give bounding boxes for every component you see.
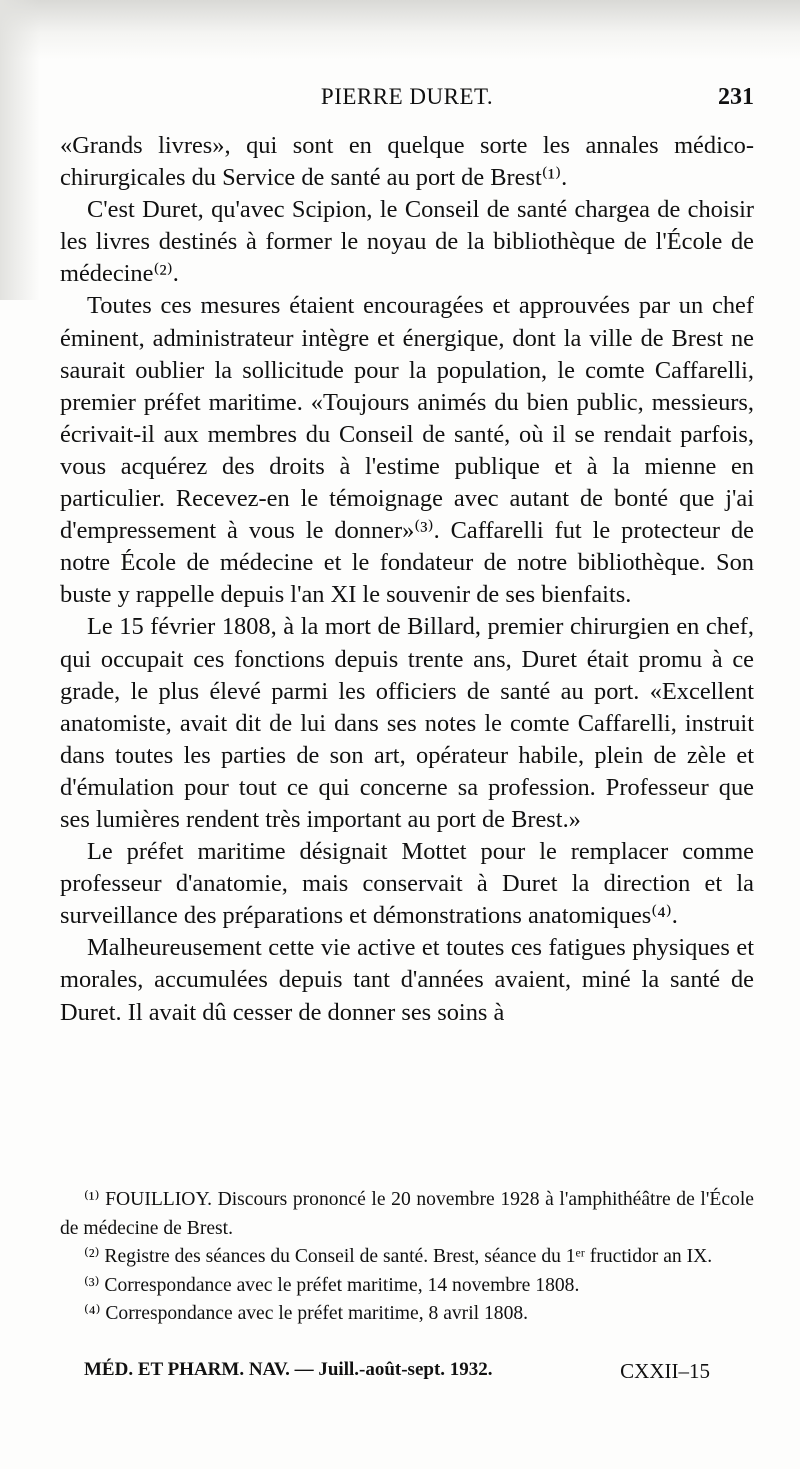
footnote-4: ⁽⁴⁾ Correspondance avec le préfet maritime, 8 avril 1808. [84, 1303, 529, 1324]
paragraph-2: C'est Duret, qu'avec Scipion, le Conseil de santé chargea de choisir les livres destinés à former le noyau de la bibliothèque de l'École de médecine⁽²⁾. [60, 196, 754, 288]
signature-mark: CXXII–15 [620, 1359, 710, 1383]
scan-edge-shading [0, 0, 800, 60]
page-footer [84, 1359, 710, 1389]
page-header [60, 84, 754, 116]
footnotes [60, 1186, 754, 1329]
paragraph-3: Toutes ces mesures étaient encouragées et approuvées par un chef éminent, administrateur intègre et énergique, dont la ville de Brest ne saurait oublier la sollicitude pour la population, le comte Caffarelli, premier préfet maritime. «Toujours animés du bien public, messieurs, écrivait-il aux membres du Conseil de santé, où il se rendait parfois, vous acquérez des droits à l'estime publique et à la mienne en particulier. Recevez-en le témoignage avec autant de bonté que j'ai d'empressement à vous le donner»⁽³⁾. Caffarelli fut le protecteur de notre École de médecine et le fondateur de notre bibliothèque. Son buste y rappelle depuis l'an XI le souvenir de ses bienfaits. [60, 292, 754, 609]
scan-left-shading [0, 0, 40, 300]
page-number: 231 [718, 84, 754, 110]
footnote-2: ⁽²⁾ Registre des séances du Conseil de santé. Brest, séance du 1ᵉʳ fructidor an IX. [84, 1246, 713, 1267]
body-text [60, 130, 754, 1029]
footnote-1: ⁽¹⁾ FOUILLIOY. Discours prononcé le 20 novembre 1928 à l'amphithéâtre de l'École de médecine de Brest. [60, 1189, 754, 1239]
journal-citation: MÉD. ET PHARM. NAV. — Juill.-août-sept. 1932. [84, 1359, 493, 1380]
paragraph-4: Le 15 février 1808, à la mort de Billard, premier chirurgien en chef, qui occupait ces fonctions depuis trente ans, Duret était promu à ce grade, le plus élevé parmi les officiers de santé au port. «Excellent anatomiste, avait dit de lui dans ses notes le comte Caffarelli, instruit dans toutes les parties de son art, opérateur habile, plein de zèle et d'émulation pour tout ce qui concerne sa profession. Professeur que ses lumières rendent très important au port de Brest.» [60, 613, 754, 833]
paragraph-1: «Grands livres», qui sont en quelque sorte les annales médico-chirurgicales du Service de santé au port de Brest⁽¹⁾. [60, 132, 754, 192]
footnote-3: ⁽³⁾ Correspondance avec le préfet maritime, 14 novembre 1808. [84, 1274, 580, 1296]
paragraph-5: Le préfet maritime désignait Mottet pour le remplacer comme professeur d'anatomie, mais conservait à Duret la direction et la surveillance des préparations et démonstrations anatomiques⁽⁴⁾. [60, 838, 754, 930]
running-head: PIERRE DURET. [320, 84, 494, 109]
paragraph-6: Malheureusement cette vie active et toutes ces fatigues physiques et morales, accumulées depuis tant d'années avaient, miné la santé de Duret. Il avait dû cesser de donner ses soins à [60, 934, 754, 1026]
